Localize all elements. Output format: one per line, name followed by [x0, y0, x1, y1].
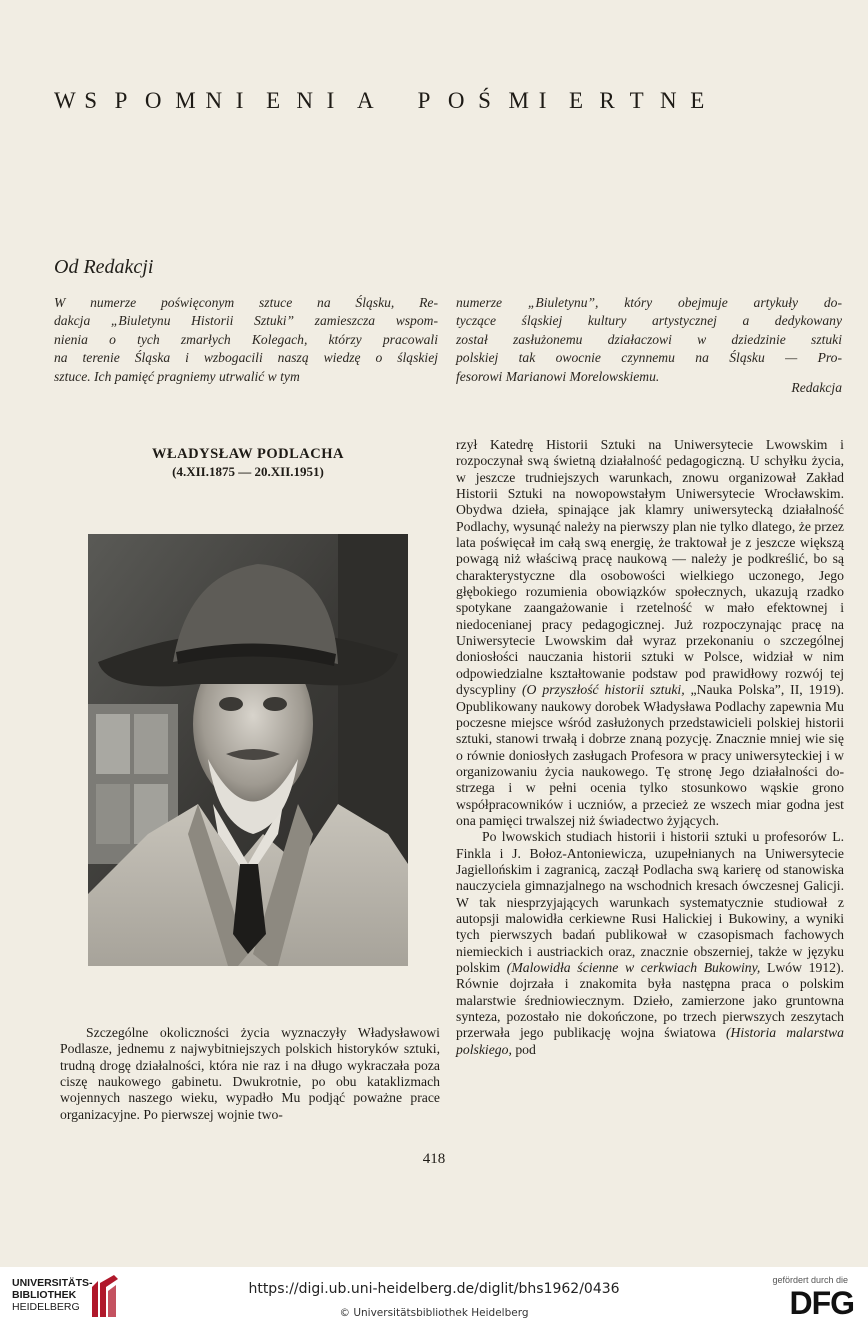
article-column-left — [60, 1025, 440, 1123]
editorial-heading: Od Redakcji — [54, 256, 154, 278]
header-letter: M — [175, 88, 196, 113]
header-letter: I — [326, 88, 335, 113]
editorial-line: polskiej tak owocnie czynnemu na Śląsku — Pro- — [456, 350, 842, 366]
header-letter: Ś — [478, 88, 491, 113]
article-paragraph: Po lwowskich studiach historii i historii sztuki u profesorów L. Finkla i J. Bołoz-Antoniewicza, uzupełnianych na Uniwersytecie Jagiellońskim i zagranicą, zaczął Podlacha swą karierę od stanowiska nauczyciela gimnazjalnego na wschodnich kresach ówczesnej Galicji. W tak niesprzyjających warunkach systematycznie studiował z autopsji malowidła cerkiewne Rusi Halickiej i Bukowiny, a wyniki tych pierwszych badań publikował w czasopismach fachowych niemieckich i austriackich oraz, znacznie obszerniej, także w języku polskim (Malowidła ścienne w cerkwiach Bukowiny, Lwów 1912). Równie dojrzała i znakomita była następna praca o polskim malarstwie średniowiecznym. Dzieło, zamierzone jako gruntowna synteza, pozostało nie dokończone, po trzech pierwszych zeszytach przerwała jego publikację wojna światowa (Historia malarstwa polskiego, pod — [456, 829, 845, 1057]
viewer-footer — [0, 1267, 868, 1329]
article-title: WŁADYSŁAW PODLACHA — [151, 446, 345, 462]
header-letter: E — [569, 88, 584, 113]
header-letter: R — [599, 88, 615, 113]
header-letter — [387, 88, 417, 114]
dfg-funding-note: gefördert durch die — [772, 1275, 848, 1285]
header-letter: O — [144, 88, 162, 113]
editorial-line: nienia o tych zmarłych Kolegach, którzy pracowali — [54, 331, 438, 347]
italic-citation: (O przyszłość historii sztuki, — [522, 682, 685, 698]
editorial-text-right — [456, 294, 842, 386]
header-letter: W — [54, 88, 76, 113]
header-letter: P — [114, 88, 128, 113]
header-letter: N — [659, 88, 677, 113]
editorial-signature: Redakcja — [791, 380, 842, 395]
article-column-right — [456, 437, 844, 1058]
editorial-line: sztuce. Ich pamięć pragniemy utrwalić w tym — [54, 368, 300, 384]
article-dates: (4.XII.1875 — 20.XII.1951) — [172, 464, 324, 479]
header-letter: E — [266, 88, 281, 113]
header-letter: I — [538, 88, 547, 113]
header-letter: M — [508, 88, 529, 113]
header-letter: P — [417, 88, 431, 113]
header-letter: S — [84, 88, 98, 113]
university-library-logo[interactable]: UNIVERSITÄTS- BIBLIOTHEK HEIDELBERG — [12, 1277, 93, 1313]
header-letter: I — [235, 88, 244, 113]
article-paragraph: Szczególne okoliczności życia wyznaczyły Władysławowi Podlasze, jednemu z najwybitniejszych polskich historyków sztuki, trudną drogę działalności, która nie raz i na długo wykraczała poza ciszę naukowego gabinetu. Dwukrotnie, po obu kataklizmach wojennych naszego wieku, wypadło Mu podjąć poważne prace organizacyjne. Po pierwszej wojnie two- — [60, 1025, 440, 1122]
editorial-text-left — [54, 294, 438, 386]
editorial-line: tyczące śląskiej kultury artystycznej a dedykowany — [456, 313, 842, 329]
header-letter: N — [296, 88, 313, 113]
editorial-line: został zasłużonemu działaczowi w dziedzinie sztuki — [456, 331, 842, 347]
header-letter: E — [690, 88, 705, 113]
header-letter: N — [205, 88, 223, 113]
editorial-line: numerze „Biuletynu”, który obejmuje artykuły do- — [456, 295, 842, 310]
dfg-logo[interactable]: DFG — [789, 1285, 854, 1321]
italic-citation: (Malowidła ścienne w cerkwiach Bukowiny, — [506, 960, 761, 975]
header-letter: A — [356, 88, 374, 113]
italic-citation: (Historia malarstwa polskiego, — [456, 1025, 845, 1057]
section-header — [54, 88, 854, 114]
editorial-line: dakcja „Biuletynu Historii Sztuki” zamieszcza wspom- — [54, 313, 438, 329]
header-letter: O — [447, 88, 465, 113]
permalink-url[interactable]: https://digi.ub.uni-heidelberg.de/diglit/bhs1962/0436 — [248, 1281, 620, 1297]
editorial-line: fesorowi Marianowi Morelowskiemu. — [456, 368, 660, 384]
portrait-photo — [88, 534, 408, 966]
editorial-line: W numerze poświęconym sztuce na Śląsku, Re- — [54, 295, 438, 310]
page-number: 418 — [422, 1151, 446, 1167]
header-letter: T — [629, 88, 644, 113]
article-paragraph: rzył Katedrę Historii Sztuki na Uniwersytecie Lwowskim i rozpoczynał swą świetną działalność pedagogiczną. U schyłku życia, w jeszcze trudniejszych warunkach, znowu organizował Zakład Historii Sztuki na nowopowstałym Uniwersytecie Wrocławskim. Obydwa dzieła, spinające jak klamry uniwersytecką działalność Podlachy, wysunąć należy na pierwszy plan nie tylko dlatego, że przez lata poświęcał im całą swą energię, że traktował je z jeszcze większą powagą niż właściwą pracę naukową — należy je podkreślić, bo są charakterystyczne dla osobowości wielkiego uczonego, Jego głębokiego rozumienia obowiązków społecznych, ukazują rzadko spotykane zaangażowanie i rzetelność w mało efektownej i niedocenianej pracy pedagogicznej. Już rozpoczynając pracę na Uniwersytecie Lwowskim dał wyraz przekonaniu o szczególnej doniosłości nauczania historii sztuki w Polsce, widział w nim odpowiedzialne kształtowanie podstaw pod prawidłowy rozwój tej dyscypliny (O przyszłość historii sztuki, „Nauka Polska”, II, 1919). Opublikowany naukowy dorobek Władysława Podlachy zapewnia Mu poczesne miejsce wśród zasłużonych przedstawicieli polskiej historii sztuki, stanowi trwałą i dobrze znaną pozycję. Znacznie mniej wie się o równie doniosłych zasługach Profesora w pracy uniwersyteckiej i w organizowaniu życia naukowego. Tę stronę Jego działalności dostrzega i w pełni ocenia tylko stosunkowo wąskie grono współpracowników i uczniów, a przecież ze wszech miar godna jest ona pamięci trwalszej niż świadectwo żyjących. — [456, 437, 844, 828]
copyright-notice: © Universitätsbibliothek Heidelberg — [339, 1307, 529, 1319]
editorial-line: na terenie Śląska i wzbogacili naszą wiedzę o śląskiej — [54, 350, 438, 366]
